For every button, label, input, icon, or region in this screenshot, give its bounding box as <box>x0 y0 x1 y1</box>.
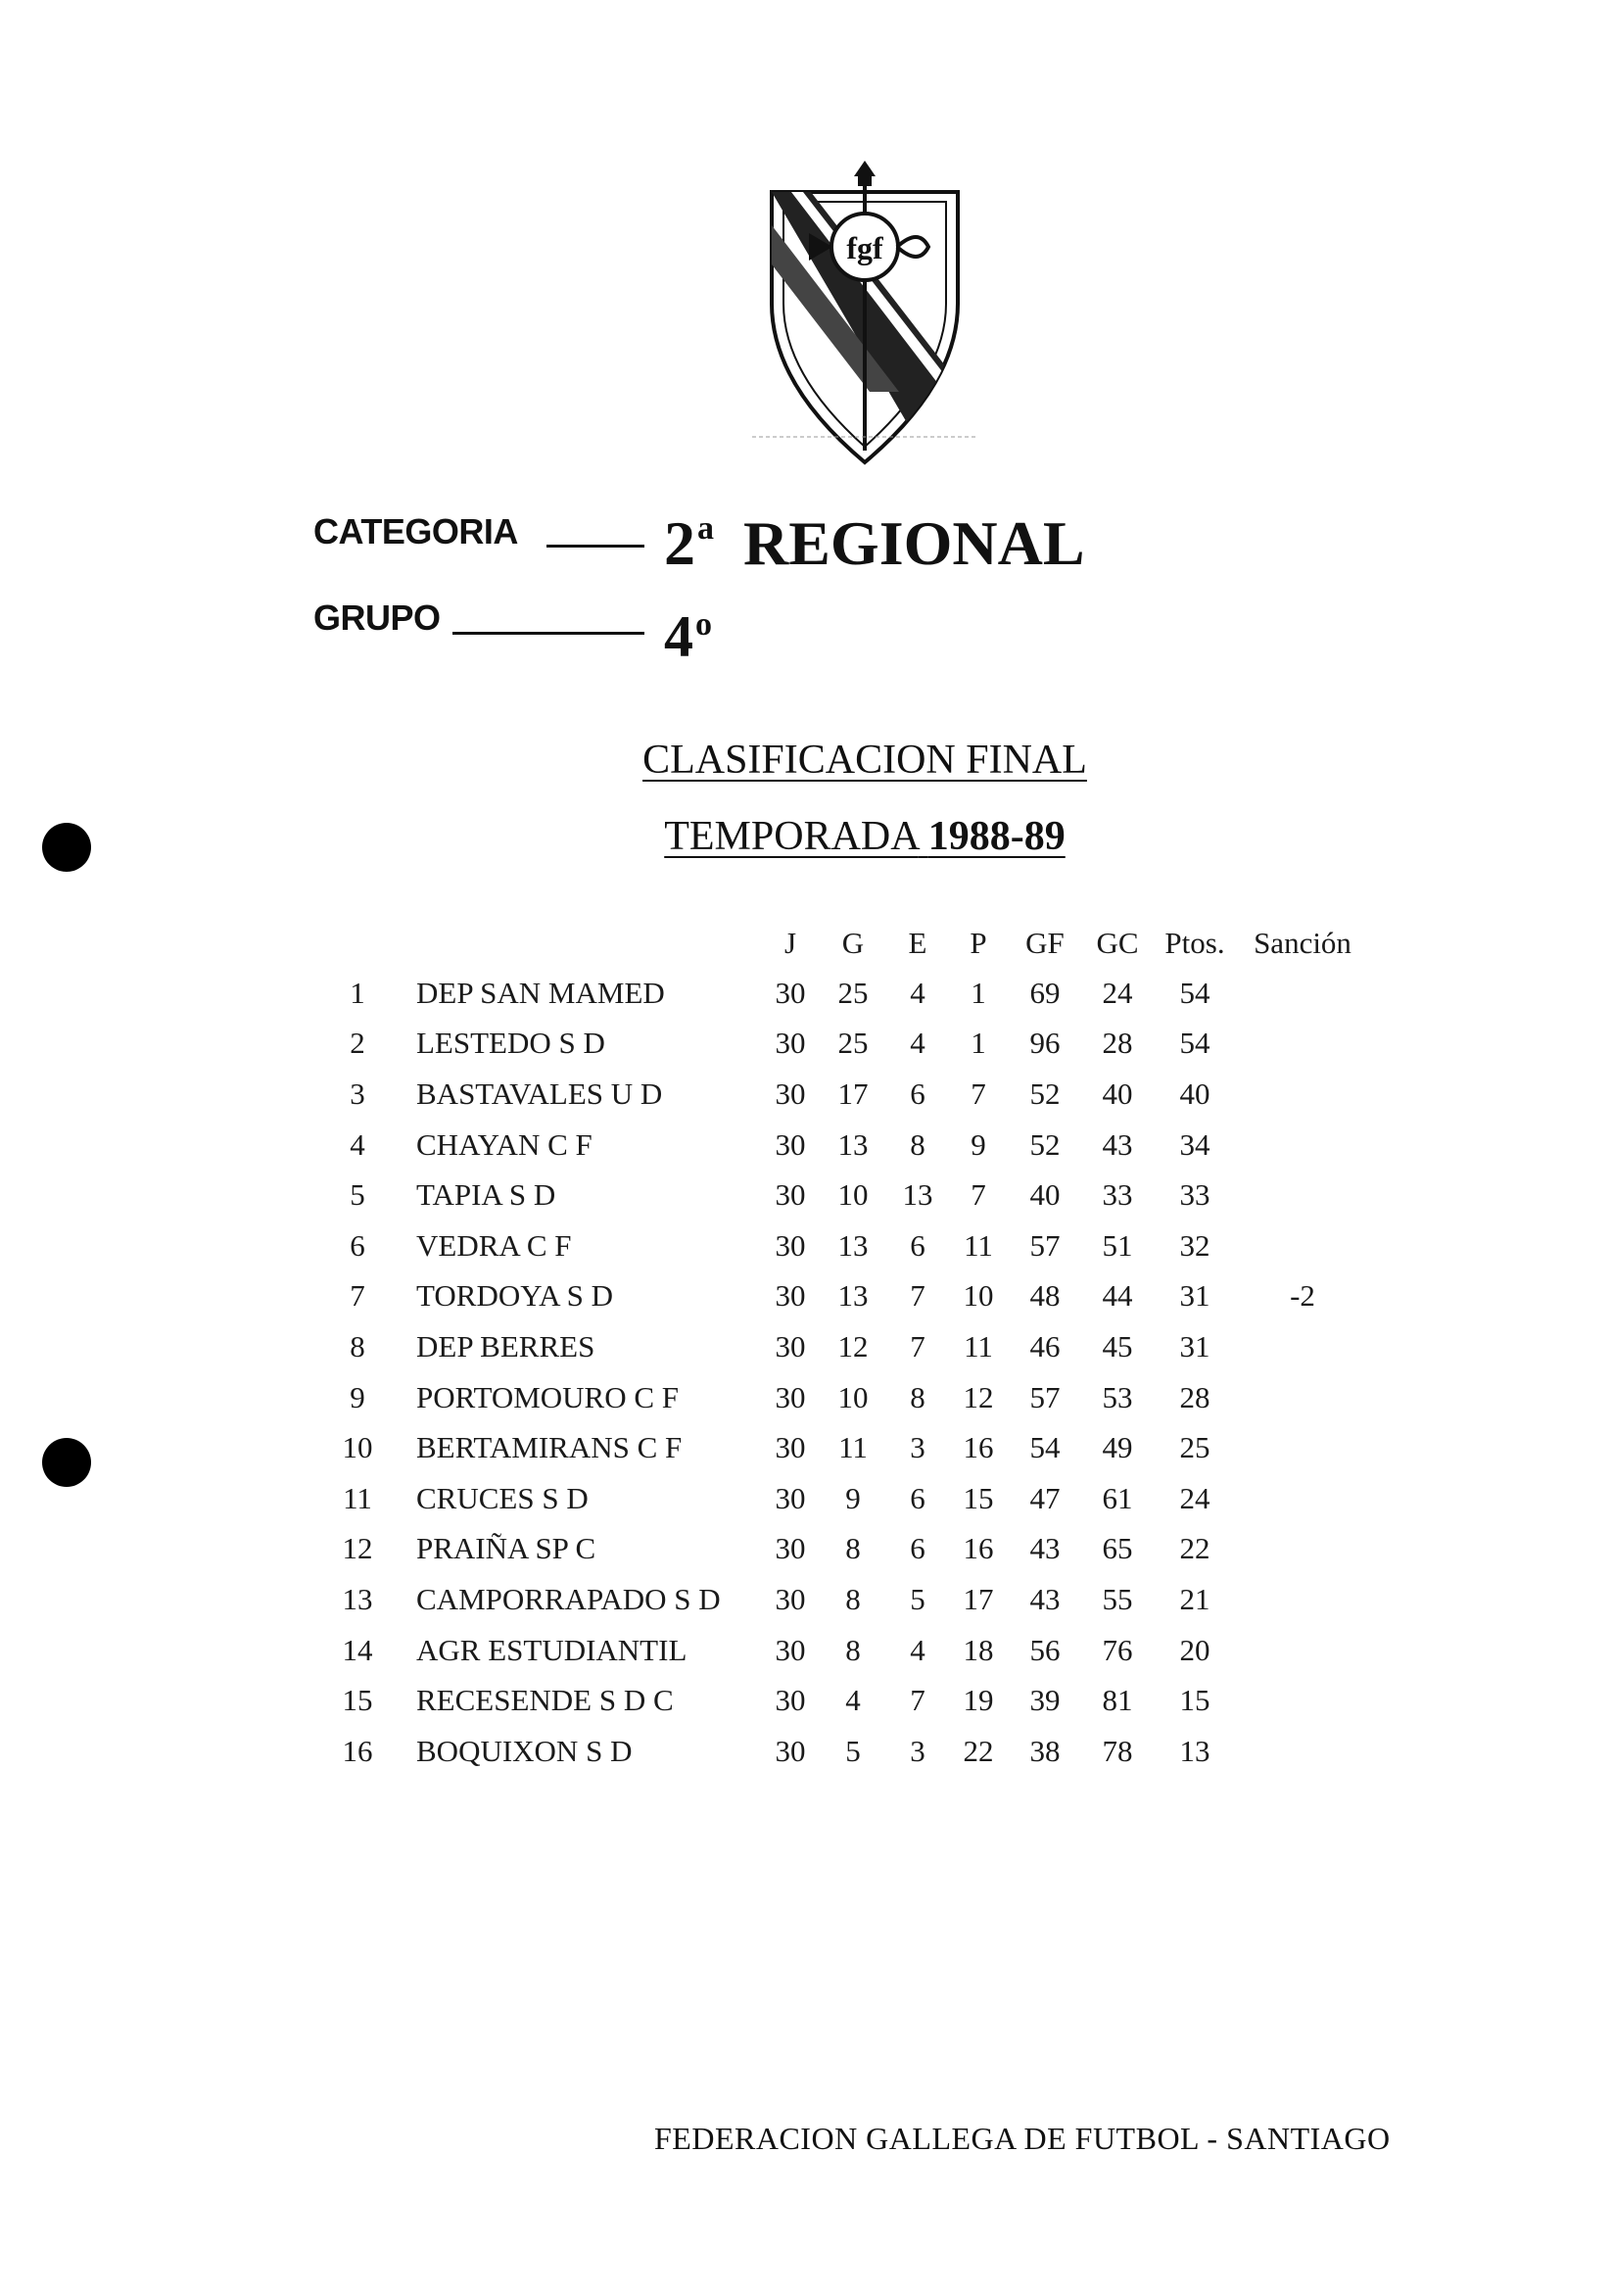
drawn-cell: 3 <box>910 1733 925 1768</box>
sanction-cell <box>1239 1422 1366 1473</box>
goals-for-cell: 43 <box>1029 1531 1061 1566</box>
lost-cell: 11 <box>964 1227 993 1263</box>
goals-for-cell: 57 <box>1029 1227 1061 1263</box>
played-cell: 30 <box>775 1328 806 1363</box>
drawn-cell: 4 <box>910 1026 925 1061</box>
temporada-label: TEMPORADA <box>664 814 919 859</box>
points-cell: 20 <box>1179 1632 1210 1667</box>
played-cell: 30 <box>775 1430 806 1465</box>
drawn-cell: 8 <box>910 1126 925 1162</box>
points-cell: 54 <box>1179 1026 1210 1061</box>
played-cell: 30 <box>775 1126 806 1162</box>
points-cell: 33 <box>1179 1177 1210 1213</box>
categoria-name: REGIONAL <box>743 508 1085 578</box>
table-row <box>333 1019 1366 1070</box>
categoria-value <box>664 507 1085 580</box>
won-cell: 8 <box>845 1632 861 1667</box>
table-row <box>333 1422 1366 1473</box>
points-cell: 31 <box>1179 1278 1210 1314</box>
goals-against-cell: 65 <box>1102 1531 1133 1566</box>
sanction-cell: -2 <box>1290 1278 1315 1314</box>
played-cell: 30 <box>775 1531 806 1566</box>
grupo-underline <box>452 632 644 635</box>
position-cell: 9 <box>350 1379 365 1414</box>
team-name-cell: AGR ESTUDIANTIL <box>416 1632 687 1667</box>
won-cell: 8 <box>845 1531 861 1566</box>
goals-against-cell: 51 <box>1102 1227 1133 1263</box>
grupo-value <box>664 603 712 671</box>
goals-for-cell: 52 <box>1029 1126 1061 1162</box>
goals-against-cell: 78 <box>1102 1733 1133 1768</box>
lost-cell: 19 <box>963 1683 994 1718</box>
goals-against-cell: 33 <box>1102 1177 1133 1213</box>
goals-against-cell: 40 <box>1102 1076 1133 1111</box>
points-cell: 13 <box>1179 1733 1210 1768</box>
drawn-cell: 3 <box>910 1430 925 1465</box>
team-name-cell: TAPIA S D <box>416 1177 556 1213</box>
drawn-cell: 4 <box>910 975 925 1010</box>
points-cell: 24 <box>1179 1480 1210 1515</box>
team-name-cell: BERTAMIRANS C F <box>416 1430 683 1465</box>
won-cell: 10 <box>837 1177 869 1213</box>
played-cell: 30 <box>775 1379 806 1414</box>
position-cell: 16 <box>342 1733 373 1768</box>
played-cell: 30 <box>775 1480 806 1515</box>
goals-for-cell: 46 <box>1029 1328 1061 1363</box>
goals-for-cell: 40 <box>1029 1177 1061 1213</box>
sanction-cell <box>1239 1473 1366 1524</box>
table-row <box>333 1271 1366 1322</box>
played-cell: 30 <box>775 1177 806 1213</box>
federation-crest-logo <box>752 157 977 470</box>
won-cell: 11 <box>838 1430 868 1465</box>
drawn-cell: 6 <box>910 1531 925 1566</box>
played-cell: 30 <box>775 1581 806 1616</box>
drawn-cell: 6 <box>910 1076 925 1111</box>
lost-cell: 16 <box>963 1531 994 1566</box>
drawn-cell: 4 <box>910 1632 925 1667</box>
drawn-cell: 13 <box>902 1177 933 1213</box>
won-cell: 10 <box>837 1379 869 1414</box>
team-name-cell: VEDRA C F <box>416 1227 572 1263</box>
position-cell: 7 <box>350 1278 365 1314</box>
position-cell: 13 <box>342 1581 373 1616</box>
season-value: 1988-89 <box>927 814 1066 859</box>
sanction-cell <box>1239 1120 1366 1171</box>
table-row <box>333 1220 1366 1271</box>
lost-cell: 17 <box>963 1581 994 1616</box>
grupo-superscript: o <box>695 606 712 643</box>
goals-against-cell: 49 <box>1102 1430 1133 1465</box>
sanction-cell <box>1239 1726 1366 1777</box>
drawn-cell: 6 <box>910 1227 925 1263</box>
position-cell: 10 <box>342 1430 373 1465</box>
played-cell: 30 <box>775 1632 806 1667</box>
points-cell: 28 <box>1179 1379 1210 1414</box>
won-cell: 13 <box>837 1227 869 1263</box>
team-name-cell: CHAYAN C F <box>416 1126 593 1162</box>
won-cell: 17 <box>837 1076 869 1111</box>
categoria-number: 2 <box>664 508 695 578</box>
drawn-cell: 7 <box>910 1683 925 1718</box>
goals-for-cell: 38 <box>1029 1733 1061 1768</box>
won-cell: 13 <box>837 1278 869 1314</box>
lost-cell: 12 <box>963 1379 994 1414</box>
categoria-label: CATEGORIA <box>313 511 518 551</box>
sanction-cell <box>1239 1019 1366 1070</box>
position-cell: 3 <box>350 1076 365 1111</box>
won-cell: 12 <box>837 1328 869 1363</box>
points-cell: 25 <box>1179 1430 1210 1465</box>
table-row <box>333 968 1366 1019</box>
goals-for-cell: 48 <box>1029 1278 1061 1314</box>
drawn-cell: 5 <box>910 1581 925 1616</box>
points-cell: 32 <box>1179 1227 1210 1263</box>
goals-against-cell: 55 <box>1102 1581 1133 1616</box>
table-row <box>333 1321 1366 1372</box>
played-cell: 30 <box>775 1278 806 1314</box>
won-cell: 9 <box>845 1480 861 1515</box>
header-team <box>382 919 759 968</box>
lost-cell: 7 <box>971 1177 986 1213</box>
goals-against-cell: 28 <box>1102 1026 1133 1061</box>
goals-against-cell: 81 <box>1102 1683 1133 1718</box>
points-cell: 40 <box>1179 1076 1210 1111</box>
drawn-cell: 7 <box>910 1278 925 1314</box>
goals-for-cell: 43 <box>1029 1581 1061 1616</box>
table-row <box>333 1675 1366 1726</box>
played-cell: 30 <box>775 1683 806 1718</box>
points-cell: 22 <box>1179 1531 1210 1566</box>
sanction-cell <box>1239 1524 1366 1575</box>
position-cell: 1 <box>350 975 365 1010</box>
position-cell: 8 <box>350 1328 365 1363</box>
team-name-cell: BASTAVALES U D <box>416 1076 663 1111</box>
position-cell: 6 <box>350 1227 365 1263</box>
goals-for-cell: 96 <box>1029 1026 1061 1061</box>
sanction-cell <box>1239 968 1366 1019</box>
position-cell: 14 <box>342 1632 373 1667</box>
goals-for-cell: 52 <box>1029 1076 1061 1111</box>
sanction-cell <box>1239 1321 1366 1372</box>
team-name-cell: DEP BERRES <box>416 1328 595 1363</box>
grupo-label: GRUPO <box>313 598 441 638</box>
lost-cell: 1 <box>971 975 986 1010</box>
lost-cell: 10 <box>963 1278 994 1314</box>
lost-cell: 22 <box>963 1733 994 1768</box>
won-cell: 8 <box>845 1581 861 1616</box>
lost-cell: 9 <box>971 1126 986 1162</box>
team-name-cell: TORDOYA S D <box>416 1278 613 1314</box>
won-cell: 5 <box>845 1733 861 1768</box>
position-cell: 12 <box>342 1531 373 1566</box>
goals-for-cell: 56 <box>1029 1632 1061 1667</box>
team-name-cell: BOQUIXON S D <box>416 1733 633 1768</box>
goals-against-cell: 76 <box>1102 1632 1133 1667</box>
header-ptos: Ptos. <box>1164 926 1225 960</box>
team-name-cell: RECESENDE S D C <box>416 1683 674 1718</box>
lost-cell: 11 <box>964 1328 993 1363</box>
table-row <box>333 1120 1366 1171</box>
header-e: E <box>908 926 927 960</box>
table-row <box>333 1372 1366 1423</box>
goals-for-cell: 47 <box>1029 1480 1061 1515</box>
played-cell: 30 <box>775 975 806 1010</box>
header-p: P <box>970 926 987 960</box>
won-cell: 25 <box>837 975 869 1010</box>
goals-against-cell: 53 <box>1102 1379 1133 1414</box>
table-row <box>333 1069 1366 1120</box>
table-row <box>333 1524 1366 1575</box>
table-header-row <box>333 919 1366 968</box>
drawn-cell: 7 <box>910 1328 925 1363</box>
team-name-cell: CRUCES S D <box>416 1480 589 1515</box>
sanction-cell <box>1239 1170 1366 1220</box>
goals-for-cell: 57 <box>1029 1379 1061 1414</box>
won-cell: 25 <box>837 1026 869 1061</box>
position-cell: 2 <box>350 1026 365 1061</box>
goals-for-cell: 54 <box>1029 1430 1061 1465</box>
played-cell: 30 <box>775 1026 806 1061</box>
header-pos <box>333 919 382 968</box>
sanction-cell <box>1239 1625 1366 1676</box>
sanction-cell <box>1239 1574 1366 1625</box>
sanction-cell <box>1239 1675 1366 1726</box>
lost-cell: 15 <box>963 1480 994 1515</box>
categoria-underline <box>546 545 644 548</box>
binder-hole-bottom <box>42 1438 91 1487</box>
position-cell: 11 <box>343 1480 372 1515</box>
goals-against-cell: 44 <box>1102 1278 1133 1314</box>
goals-against-cell: 61 <box>1102 1480 1133 1515</box>
svg-text:fgf: fgf <box>846 230 883 265</box>
lost-cell: 18 <box>963 1632 994 1667</box>
points-cell: 54 <box>1179 975 1210 1010</box>
points-cell: 31 <box>1179 1328 1210 1363</box>
goals-against-cell: 43 <box>1102 1126 1133 1162</box>
team-name-cell: LESTEDO S D <box>416 1026 605 1061</box>
goals-for-cell: 39 <box>1029 1683 1061 1718</box>
goals-against-cell: 24 <box>1102 975 1133 1010</box>
lost-cell: 1 <box>971 1026 986 1061</box>
played-cell: 30 <box>775 1227 806 1263</box>
title-temporada <box>59 813 1612 860</box>
table-row <box>333 1473 1366 1524</box>
drawn-cell: 6 <box>910 1480 925 1515</box>
footer-federation: FEDERACION GALLEGA DE FUTBOL - SANTIAGO <box>654 2121 1391 2156</box>
position-cell: 15 <box>342 1683 373 1718</box>
points-cell: 21 <box>1179 1581 1210 1616</box>
played-cell: 30 <box>775 1733 806 1768</box>
table-row <box>333 1726 1366 1777</box>
header-sancion: Sanción <box>1254 926 1351 960</box>
table-row <box>333 1625 1366 1676</box>
played-cell: 30 <box>775 1076 806 1111</box>
sanction-cell <box>1239 1220 1366 1271</box>
points-cell: 34 <box>1179 1126 1210 1162</box>
lost-cell: 7 <box>971 1076 986 1111</box>
categoria-superscript: a <box>697 510 714 547</box>
team-name-cell: CAMPORRAPADO S D <box>416 1581 721 1616</box>
team-name-cell: DEP SAN MAMED <box>416 975 665 1010</box>
header-j: J <box>783 926 797 960</box>
header-gf: GF <box>1025 926 1065 960</box>
title-clasificacion: CLASIFICACION FINAL <box>642 738 1087 783</box>
team-name-cell: PORTOMOURO C F <box>416 1379 680 1414</box>
team-name-cell: PRAIÑA SP C <box>416 1531 596 1566</box>
position-cell: 4 <box>350 1126 365 1162</box>
position-cell: 5 <box>350 1177 365 1213</box>
standings-body <box>333 968 1366 1777</box>
standings-table <box>333 919 1366 1777</box>
header-gc: GC <box>1096 926 1139 960</box>
lost-cell: 16 <box>963 1430 994 1465</box>
grupo-number: 4 <box>664 604 693 669</box>
goals-for-cell: 69 <box>1029 975 1061 1010</box>
header-g: G <box>841 926 865 960</box>
table-row <box>333 1170 1366 1220</box>
sanction-cell <box>1239 1372 1366 1423</box>
won-cell: 13 <box>837 1126 869 1162</box>
table-row <box>333 1574 1366 1625</box>
goals-against-cell: 45 <box>1102 1328 1133 1363</box>
sanction-cell <box>1239 1069 1366 1120</box>
points-cell: 15 <box>1179 1683 1210 1718</box>
drawn-cell: 8 <box>910 1379 925 1414</box>
won-cell: 4 <box>845 1683 861 1718</box>
